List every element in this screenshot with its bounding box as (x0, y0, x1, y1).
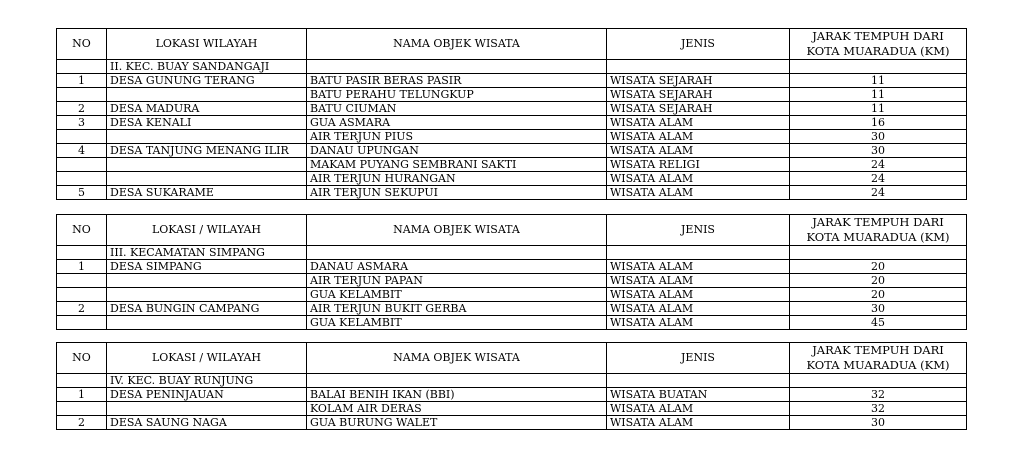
cell-jarak: 16 (790, 116, 967, 130)
cell-nama: AIR TERJUN BUKIT GERBA (307, 302, 607, 316)
header-nama: NAMA OBJEK WISATA (307, 215, 607, 246)
cell-no: 1 (57, 74, 107, 88)
header-jarak (790, 29, 967, 60)
cell-jenis: WISATA SEJARAH (607, 88, 790, 102)
empty-cell (607, 246, 790, 260)
header-no: NO (57, 215, 107, 246)
header-row (57, 29, 967, 60)
table-row (57, 288, 967, 302)
header-lokasi: LOKASI / WILAYAH (107, 215, 307, 246)
cell-nama: BALAI BENIH IKAN (BBI) (307, 388, 607, 402)
table-row (57, 416, 967, 430)
cell-jenis: WISATA ALAM (607, 130, 790, 144)
header-row (57, 215, 967, 246)
cell-jarak: 20 (790, 260, 967, 274)
cell-no (57, 402, 107, 416)
cell-lokasi: DESA SAUNG NAGA (107, 416, 307, 430)
cell-lokasi (107, 402, 307, 416)
table-row (57, 88, 967, 102)
header-nama: NAMA OBJEK WISATA (307, 29, 607, 60)
cell-lokasi (107, 316, 307, 330)
cell-no: 2 (57, 102, 107, 116)
cell-lokasi: DESA MADURA (107, 102, 307, 116)
cell-nama: AIR TERJUN PIUS (307, 130, 607, 144)
cell-jarak: 30 (790, 130, 967, 144)
cell-jarak: 32 (790, 402, 967, 416)
cell-no (57, 288, 107, 302)
cell-no: 3 (57, 116, 107, 130)
table-row (57, 186, 967, 200)
table-row (57, 74, 967, 88)
cell-jarak: 20 (790, 274, 967, 288)
cell-jenis: WISATA ALAM (607, 186, 790, 200)
cell-jenis: WISATA ALAM (607, 416, 790, 430)
cell-nama: DANAU ASMARA (307, 260, 607, 274)
cell-nama: AIR TERJUN SEKUPUI (307, 186, 607, 200)
cell-no (57, 130, 107, 144)
cell-nama: AIR TERJUN HURANGAN (307, 172, 607, 186)
table-kecamatan-simpang (56, 214, 967, 330)
table-row (57, 116, 967, 130)
cell-no (57, 158, 107, 172)
empty-cell (607, 60, 790, 74)
cell-jarak: 11 (790, 88, 967, 102)
table-row (57, 102, 967, 116)
section-row (57, 374, 967, 388)
cell-lokasi (107, 158, 307, 172)
cell-nama: AIR TERJUN PAPAN (307, 274, 607, 288)
cell-jarak: 20 (790, 288, 967, 302)
header-jarak-line2: KOTA MUARADUA (KM) (806, 230, 950, 244)
header-jenis: JENIS (607, 343, 790, 374)
header-jarak-line1: JARAK TEMPUH DARI (812, 215, 944, 229)
cell-lokasi (107, 172, 307, 186)
section-title: II. KEC. BUAY SANDANGAJI (107, 60, 307, 74)
table-row (57, 274, 967, 288)
header-lokasi: LOKASI / WILAYAH (107, 343, 307, 374)
cell-lokasi (107, 274, 307, 288)
cell-jenis: WISATA ALAM (607, 288, 790, 302)
empty-cell (57, 60, 107, 74)
cell-nama: GUA KELAMBIT (307, 316, 607, 330)
table-row (57, 302, 967, 316)
cell-no (57, 172, 107, 186)
cell-no: 1 (57, 260, 107, 274)
cell-nama: MAKAM PUYANG SEMBRANI SAKTI (307, 158, 607, 172)
cell-jarak: 45 (790, 316, 967, 330)
cell-jenis: WISATA ALAM (607, 316, 790, 330)
cell-nama: GUA ASMARA (307, 116, 607, 130)
table-row (57, 130, 967, 144)
table-buay-runjung (56, 342, 967, 430)
cell-lokasi: DESA GUNUNG TERANG (107, 74, 307, 88)
cell-nama: BATU PERAHU TELUNGKUP (307, 88, 607, 102)
cell-jarak: 24 (790, 186, 967, 200)
header-jarak-line2: KOTA MUARADUA (KM) (806, 358, 950, 372)
cell-jarak: 11 (790, 102, 967, 116)
table-row (57, 144, 967, 158)
cell-jenis: WISATA ALAM (607, 274, 790, 288)
cell-jenis: WISATA ALAM (607, 172, 790, 186)
table-row (57, 316, 967, 330)
section-row (57, 60, 967, 74)
cell-lokasi: DESA SUKARAME (107, 186, 307, 200)
cell-no (57, 274, 107, 288)
header-row (57, 343, 967, 374)
section-row (57, 246, 967, 260)
empty-cell (790, 374, 967, 388)
cell-nama: GUA BURUNG WALET (307, 416, 607, 430)
cell-jarak: 32 (790, 388, 967, 402)
cell-jenis: WISATA ALAM (607, 302, 790, 316)
header-jarak-line1: JARAK TEMPUH DARI (812, 29, 944, 43)
cell-no: 4 (57, 144, 107, 158)
cell-jarak: 11 (790, 74, 967, 88)
empty-cell (790, 246, 967, 260)
cell-no: 2 (57, 302, 107, 316)
cell-no (57, 88, 107, 102)
header-jarak-line2: KOTA MUARADUA (KM) (806, 44, 950, 58)
section-title: IV. KEC. BUAY RUNJUNG (107, 374, 307, 388)
cell-lokasi (107, 88, 307, 102)
cell-jenis: WISATA BUATAN (607, 388, 790, 402)
cell-jarak: 24 (790, 158, 967, 172)
header-jarak (790, 343, 967, 374)
cell-nama: DANAU UPUNGAN (307, 144, 607, 158)
cell-lokasi (107, 130, 307, 144)
table-row (57, 158, 967, 172)
header-jenis: JENIS (607, 215, 790, 246)
cell-nama: KOLAM AIR DERAS (307, 402, 607, 416)
cell-no: 2 (57, 416, 107, 430)
cell-jarak: 30 (790, 416, 967, 430)
cell-jarak: 24 (790, 172, 967, 186)
cell-lokasi: DESA BUNGIN CAMPANG (107, 302, 307, 316)
cell-no: 5 (57, 186, 107, 200)
cell-nama: BATU PASIR BERAS PASIR (307, 74, 607, 88)
empty-cell (307, 246, 607, 260)
cell-lokasi: DESA KENALI (107, 116, 307, 130)
cell-jenis: WISATA SEJARAH (607, 74, 790, 88)
cell-no: 1 (57, 388, 107, 402)
header-jarak (790, 215, 967, 246)
cell-jarak: 30 (790, 144, 967, 158)
empty-cell (607, 374, 790, 388)
header-no: NO (57, 343, 107, 374)
cell-jenis: WISATA ALAM (607, 144, 790, 158)
empty-cell (307, 374, 607, 388)
table-row (57, 402, 967, 416)
section-title: III. KECAMATAN SIMPANG (107, 246, 307, 260)
empty-cell (307, 60, 607, 74)
header-nama: NAMA OBJEK WISATA (307, 343, 607, 374)
cell-no (57, 316, 107, 330)
cell-jenis: WISATA ALAM (607, 116, 790, 130)
cell-jenis: WISATA ALAM (607, 402, 790, 416)
table-row (57, 388, 967, 402)
cell-jarak: 30 (790, 302, 967, 316)
cell-nama: BATU CIUMAN (307, 102, 607, 116)
empty-cell (57, 374, 107, 388)
header-no: NO (57, 29, 107, 60)
cell-lokasi (107, 288, 307, 302)
table-row (57, 260, 967, 274)
table-buay-sandangaji (56, 28, 967, 200)
cell-jenis: WISATA ALAM (607, 260, 790, 274)
header-lokasi: LOKASI WILAYAH (107, 29, 307, 60)
empty-cell (57, 246, 107, 260)
cell-nama: GUA KELAMBIT (307, 288, 607, 302)
cell-lokasi: DESA PENINJAUAN (107, 388, 307, 402)
cell-jenis: WISATA SEJARAH (607, 102, 790, 116)
cell-jenis: WISATA RELIGI (607, 158, 790, 172)
empty-cell (790, 60, 967, 74)
table-row (57, 172, 967, 186)
header-jarak-line1: JARAK TEMPUH DARI (812, 343, 944, 357)
cell-lokasi: DESA SIMPANG (107, 260, 307, 274)
cell-lokasi: DESA TANJUNG MENANG ILIR (107, 144, 307, 158)
header-jenis: JENIS (607, 29, 790, 60)
